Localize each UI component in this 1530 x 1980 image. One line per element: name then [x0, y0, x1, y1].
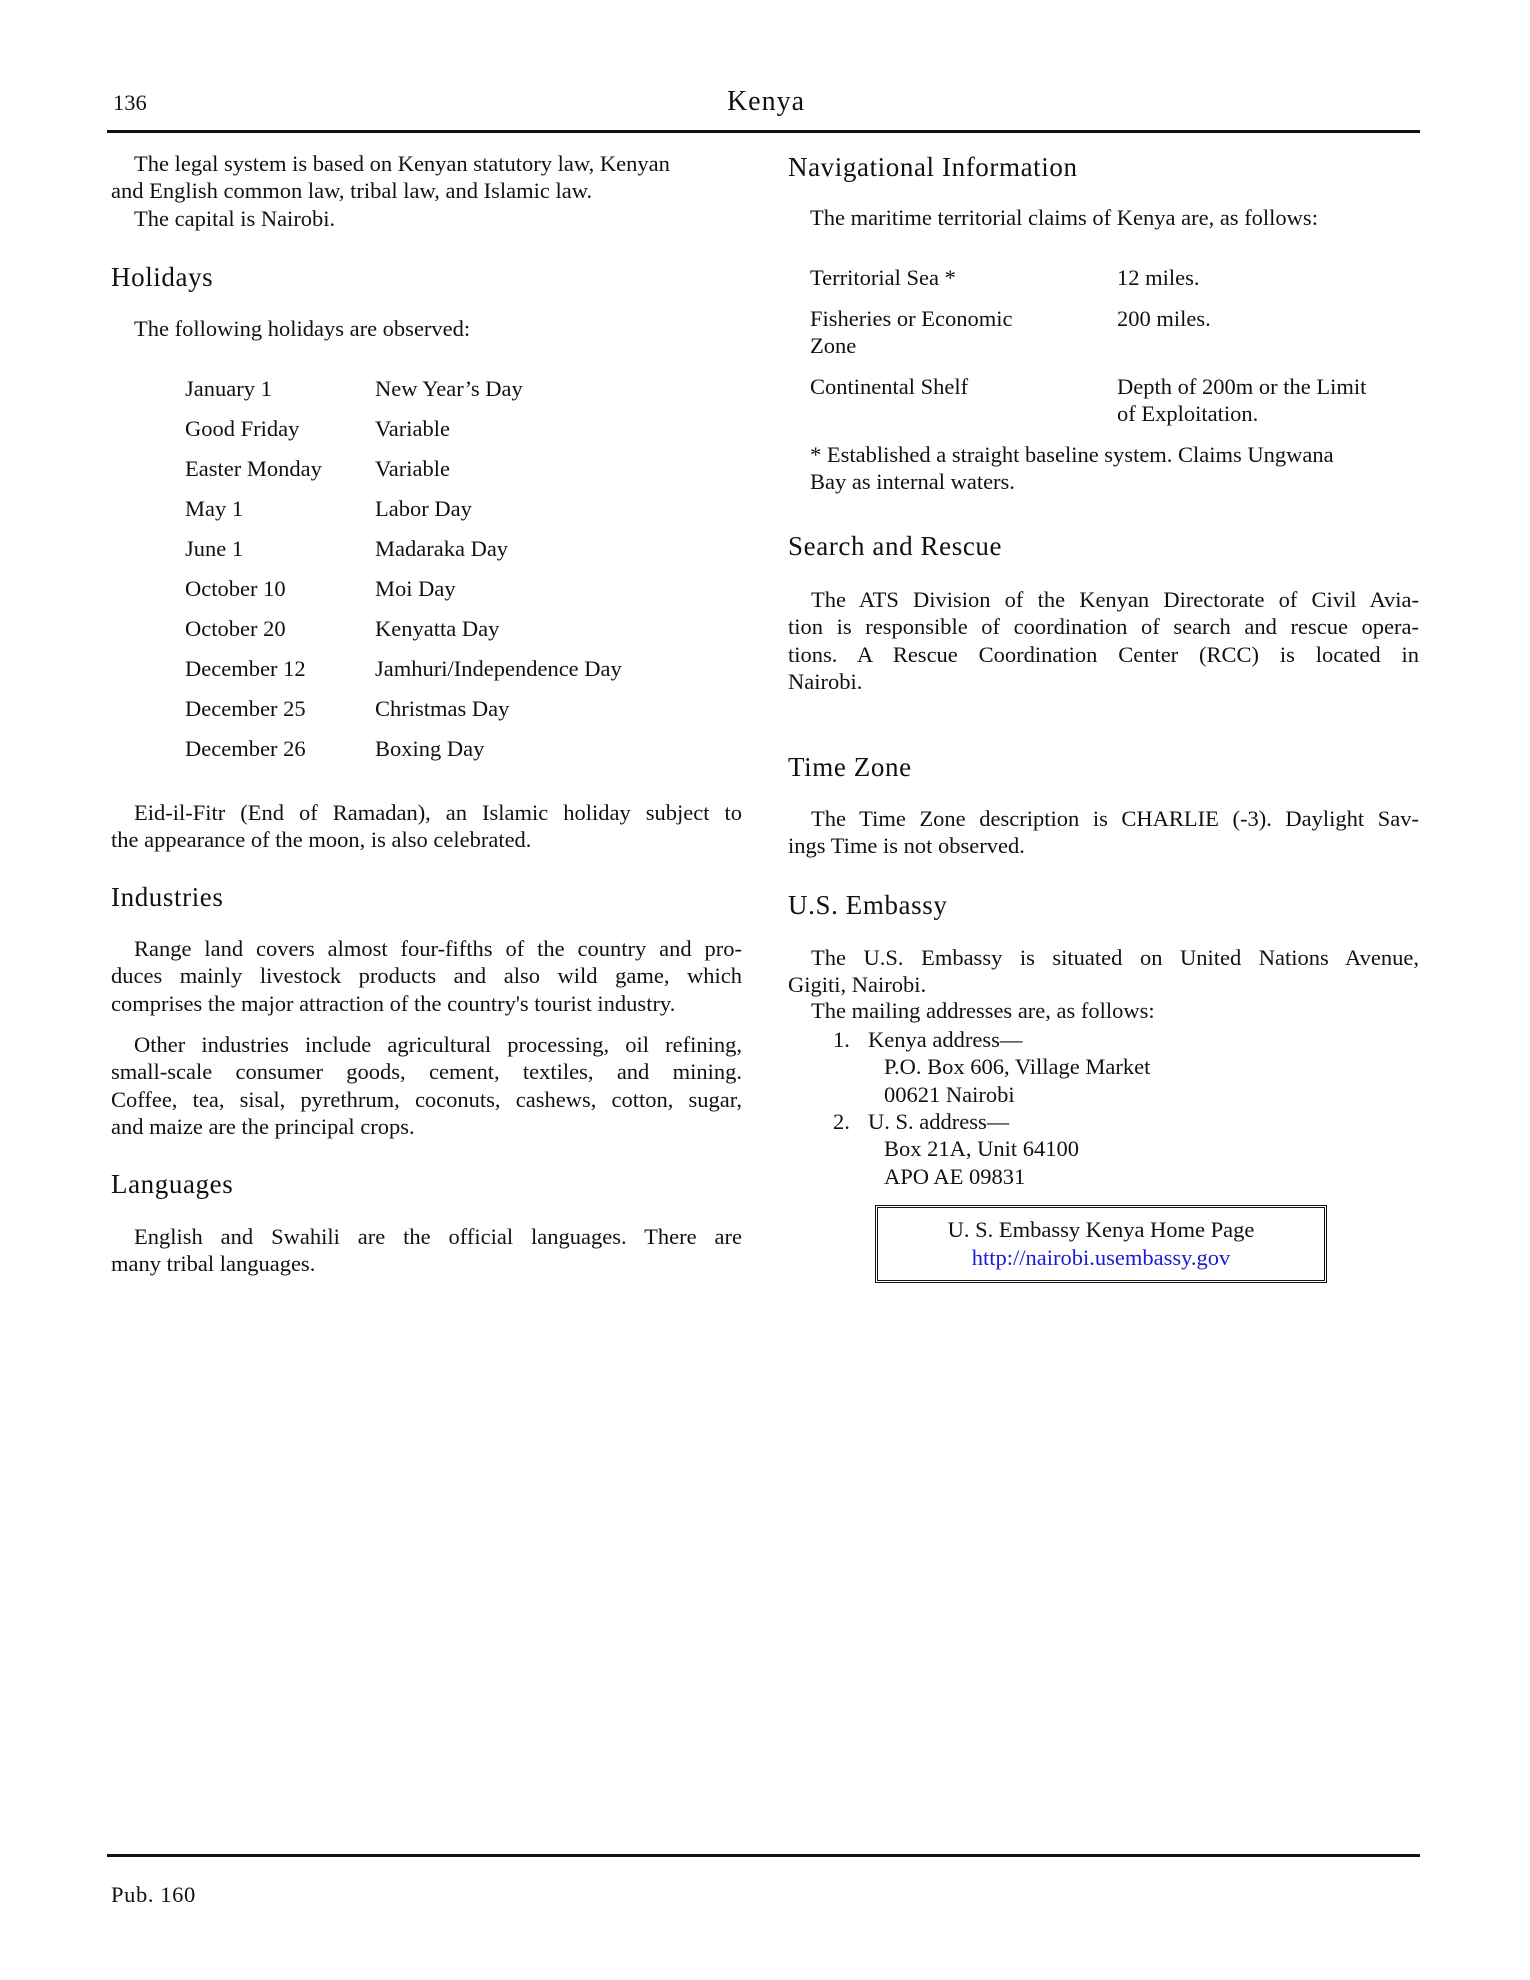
legal-paragraph — [111, 150, 742, 205]
text-line: and maize are the principal crops. — [111, 1113, 415, 1139]
holiday-date: October 10 — [185, 576, 286, 601]
mailing-intro: The mailing addresses are, as follows: — [811, 998, 1155, 1023]
text-line: The U.S. Embassy is situated on United Nations Avenue, — [811, 945, 1419, 970]
text-line: Gigiti, Nairobi. — [788, 972, 927, 998]
text-line: The ATS Division of the Kenyan Directorate of Civil Avia- — [811, 587, 1419, 612]
holiday-name: Labor Day — [375, 496, 472, 521]
claim-value: 12 miles. — [1117, 265, 1200, 290]
address-line: Box 21A, Unit 64100 — [884, 1136, 1080, 1162]
address-label: U. S. address— — [868, 1109, 1010, 1134]
holidays-intro: The following holidays are observed: — [134, 316, 471, 341]
address-line: APO AE 09831 — [884, 1163, 1026, 1189]
time-zone-heading: Time Zone — [788, 752, 912, 782]
holiday-date: October 20 — [185, 616, 286, 641]
text-line: The Time Zone description is CHARLIE (-3). Daylight Sav- — [811, 806, 1419, 831]
time-zone-paragraph — [788, 805, 1419, 860]
holiday-name: New Year’s Day — [375, 376, 523, 401]
embassy-heading: U.S. Embassy — [788, 890, 948, 920]
claim-value: 200 miles. — [1117, 306, 1211, 331]
page-title: Kenya — [726, 86, 806, 117]
holidays-heading: Holidays — [111, 262, 214, 292]
industries-paragraph-2 — [111, 1031, 742, 1140]
holiday-date: December 25 — [185, 696, 306, 721]
holiday-date: Good Friday — [185, 416, 300, 441]
claim-value: of Exploitation. — [1117, 401, 1259, 427]
text-line: Eid-il-Fitr (End of Ramadan), an Islamic holiday subject to — [134, 800, 742, 825]
text-line: many tribal languages. — [111, 1251, 316, 1277]
text-line: tions. A Rescue Coordination Center (RCC) is located in — [788, 641, 1419, 667]
holiday-date: Easter Monday — [185, 456, 322, 481]
text-line: Nairobi. — [788, 668, 863, 694]
holiday-name: Moi Day — [375, 576, 456, 601]
text-line: Other industries include agricultural processing, oil refining, — [134, 1032, 742, 1057]
holiday-date: May 1 — [185, 496, 244, 521]
claim-label: Territorial Sea * — [810, 265, 956, 290]
text-line: English and Swahili are the official languages. There are — [134, 1224, 742, 1249]
search-rescue-paragraph — [788, 586, 1419, 695]
holiday-date: June 1 — [185, 536, 244, 561]
text-line: ings Time is not observed. — [788, 833, 1025, 859]
text-line: duces mainly livestock products and also wild game, which — [111, 963, 742, 989]
text-line: tion is responsible of coordination of search and rescue opera- — [788, 614, 1419, 640]
header-rule — [107, 130, 1420, 133]
page-number: 136 — [113, 90, 147, 115]
holiday-name: Jamhuri/Independence Day — [375, 656, 622, 681]
holiday-name: Madaraka Day — [375, 536, 509, 561]
holiday-date: December 12 — [185, 656, 306, 681]
address-line: P.O. Box 606, Village Market — [884, 1054, 1151, 1080]
languages-paragraph — [111, 1223, 742, 1278]
holiday-name: Christmas Day — [375, 696, 510, 721]
embassy-paragraph — [788, 944, 1419, 999]
holiday-name: Kenyatta Day — [375, 616, 500, 641]
holiday-name: Boxing Day — [375, 736, 485, 761]
eid-paragraph — [111, 799, 742, 854]
text-line: the appearance of the moon, is also celebrated. — [111, 827, 532, 853]
industries-paragraph-1 — [111, 935, 742, 1017]
claim-label: Zone — [810, 333, 857, 359]
claim-label: Continental Shelf — [810, 374, 969, 399]
industries-heading: Industries — [111, 882, 224, 912]
address-line: 00621 Nairobi — [884, 1081, 1015, 1107]
holiday-date: December 26 — [185, 736, 306, 761]
footer-rule — [107, 1854, 1420, 1857]
claim-label: Fisheries or Economic — [810, 306, 1013, 331]
text-line: Bay as internal waters. — [810, 469, 1015, 495]
languages-heading: Languages — [111, 1169, 234, 1199]
address-number: 1. — [833, 1027, 850, 1052]
claims-footnote — [810, 441, 1420, 496]
holiday-name: Variable — [375, 416, 450, 441]
search-rescue-heading: Search and Rescue — [788, 531, 1003, 561]
claim-value: Depth of 200m or the Limit — [1117, 374, 1367, 399]
text-line: * Established a straight baseline system. Claims Ungwana — [810, 442, 1334, 467]
navigation-heading: Navigational Information — [788, 152, 1078, 182]
holiday-date: January 1 — [185, 376, 272, 401]
text-line: Coffee, tea, sisal, pyrethrum, coconuts, cashews, cotton, sugar, — [111, 1086, 742, 1112]
navigation-intro: The maritime territorial claims of Kenya are, as follows: — [810, 205, 1318, 230]
text-line: comprises the major attraction of the country's tourist industry. — [111, 990, 676, 1016]
publication-label: Pub. 160 — [111, 1882, 196, 1907]
homepage-link[interactable]: http://nairobi.usembassy.gov — [971, 1245, 1231, 1270]
embassy-homepage-box — [875, 1205, 1327, 1283]
holiday-name: Variable — [375, 456, 450, 481]
text-line: The legal system is based on Kenyan statutory law, Kenyan — [134, 151, 670, 176]
text-line: Range land covers almost four-fifths of the country and pro- — [134, 936, 742, 961]
text-line: The capital is Nairobi. — [134, 206, 336, 231]
capital-paragraph — [111, 205, 742, 232]
homepage-label: U. S. Embassy Kenya Home Page — [947, 1217, 1255, 1242]
address-label: Kenya address— — [868, 1027, 1023, 1052]
address-number: 2. — [833, 1109, 850, 1134]
text-line: and English common law, tribal law, and Islamic law. — [111, 178, 593, 204]
text-line: small-scale consumer goods, cement, textiles, and mining. — [111, 1059, 742, 1085]
